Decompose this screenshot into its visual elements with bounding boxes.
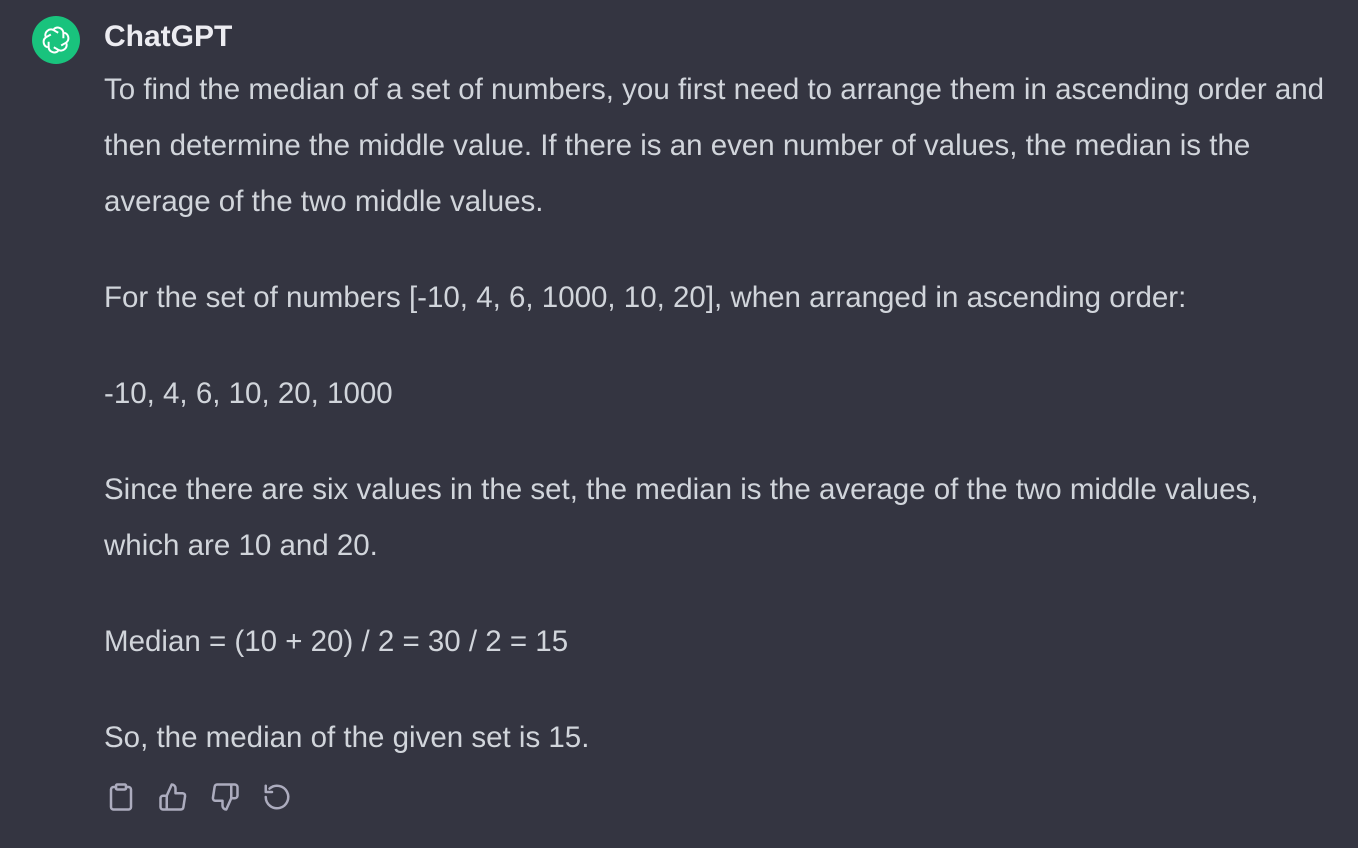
message-body (104, 62, 1340, 766)
message-paragraph: Median = (10 + 20) / 2 = 30 / 2 = 15 (104, 625, 569, 658)
openai-logo-icon (39, 23, 73, 57)
avatar (32, 16, 80, 64)
copy-button[interactable] (104, 780, 138, 814)
message-actions (104, 780, 294, 814)
message-paragraph: -10, 4, 6, 10, 20, 1000 (104, 377, 393, 410)
thumbs-down-icon (210, 782, 240, 812)
regenerate-button[interactable] (260, 780, 294, 814)
thumbs-up-icon (158, 782, 188, 812)
clipboard-icon (106, 782, 136, 812)
message-paragraph: So, the median of the given set is 15. (104, 721, 590, 754)
message-paragraph: Since there are six values in the set, the median is the average of the two middle values, which are 10 and 20. (104, 473, 1259, 562)
thumbs-down-button[interactable] (208, 780, 242, 814)
thumbs-up-button[interactable] (156, 780, 190, 814)
regenerate-icon (262, 782, 292, 812)
message-paragraph: For the set of numbers [-10, 4, 6, 1000, 10, 20], when arranged in ascending order: (104, 281, 1187, 314)
message-author: ChatGPT (104, 20, 233, 53)
message-paragraph: To find the median of a set of numbers, you first need to arrange them in ascending order and then determine the middle value. If there is an even number of values, the median is the average of the two middle values. (104, 73, 1325, 218)
